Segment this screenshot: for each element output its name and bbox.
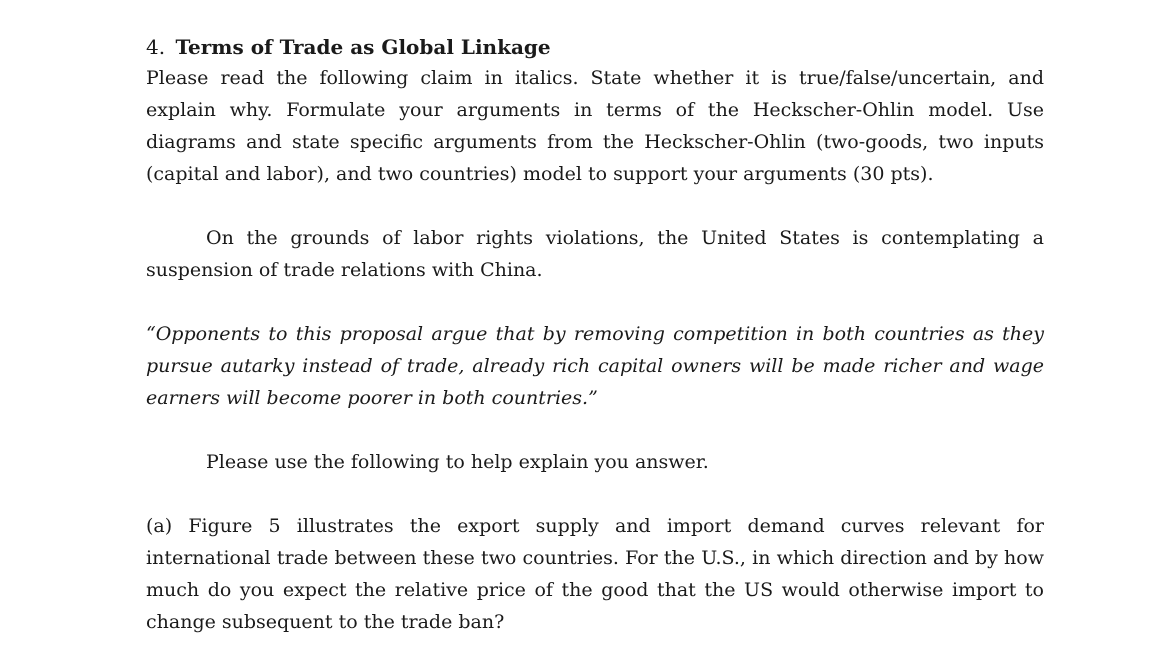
- question-title: Terms of Trade as Global Linkage: [175, 35, 551, 59]
- question-document: [146, 33, 1044, 638]
- question-heading: [146, 33, 1044, 61]
- part-a-paragraph: (a) Figure 5 illustrates the export supply and import demand curves relevant for international trade between these two countries. For the U.S., in which direction and by how much do you expect the relative price of the good that the US would otherwise import to change subsequent to the trade ban?: [146, 515, 1044, 633]
- context-paragraph: On the grounds of labor rights violations, the United States is contemplating a suspension of trade relations with China.: [146, 227, 1044, 281]
- question-number: 4.: [146, 35, 166, 59]
- prompt-paragraph: Please use the following to help explain you answer.: [206, 451, 709, 473]
- instructions-paragraph: Please read the following claim in italics. State whether it is true/false/uncertain, and explain why. Formulate your arguments in terms of the Heckscher-Ohlin model. Use diagrams and state specific arguments from the Heckscher-Ohlin (two-goods, two inputs (capital and labor), and two countries) model to support your arguments (30 pts).: [146, 67, 1044, 185]
- claim-paragraph: “Opponents to this proposal argue that by removing competition in both countries as they pursue autarky instead of trade, already rich capital owners will be made richer and wage earners will become poorer in both countries.”: [146, 323, 1044, 409]
